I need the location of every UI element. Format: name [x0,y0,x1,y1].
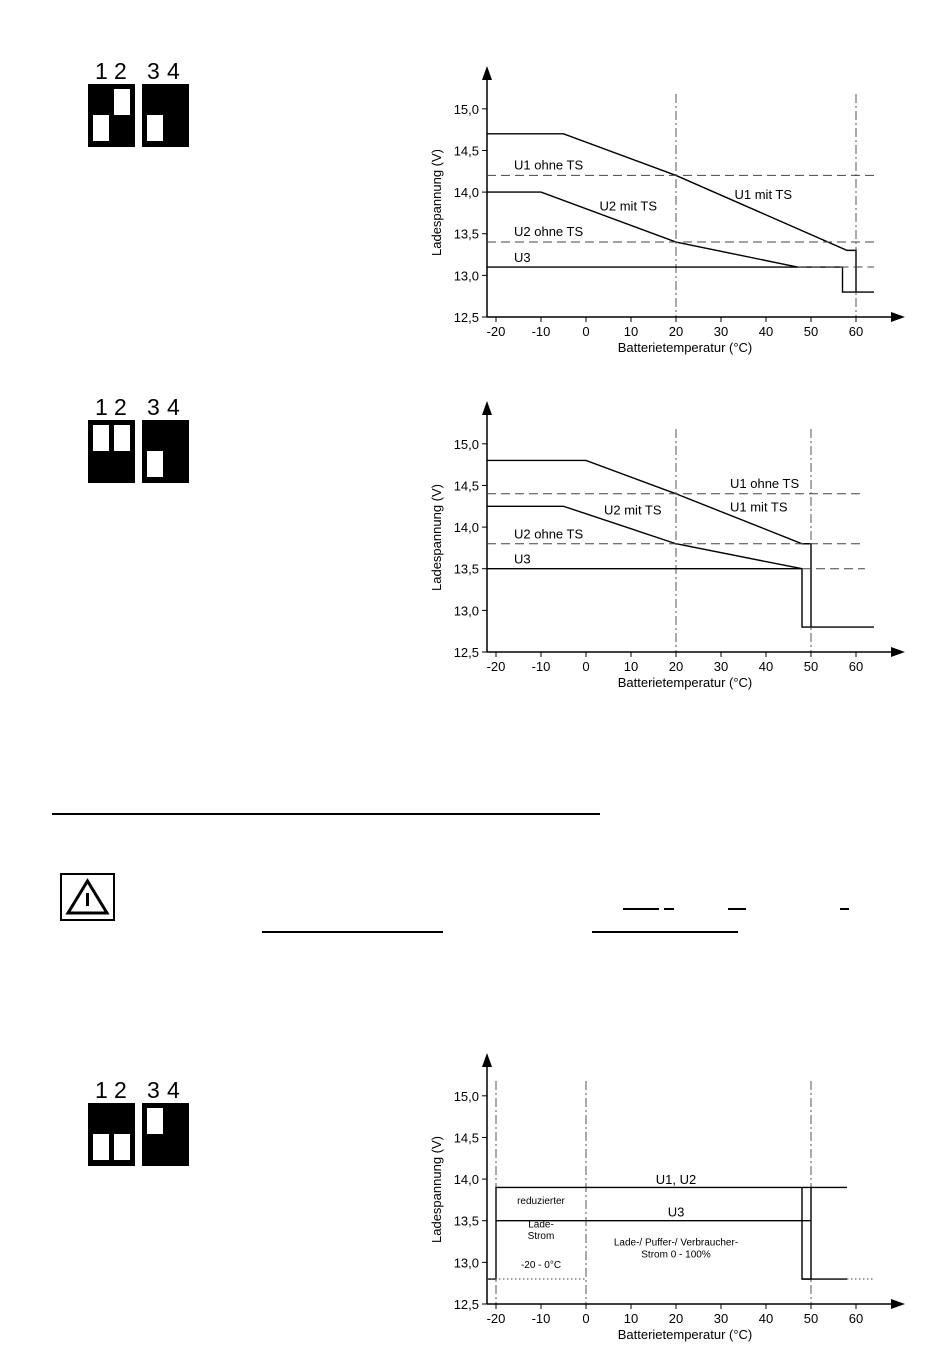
annotation-text: Strom 0 - 100% [641,1249,711,1261]
dip-label-2: 2 [114,58,127,84]
annotation-text: reduzierter [517,1196,565,1208]
underline-1 [623,908,659,910]
y-tick-label: 14,0 [453,185,479,201]
annotation-text: Lade- [528,1219,554,1231]
underline-5 [262,931,443,933]
series-label: U2 ohne TS [514,224,584,240]
dip-label-4: 4 [167,1077,180,1103]
dip-label-4: 4 [167,394,180,420]
x-tick-label: 10 [623,324,639,339]
dip-label-1: 1 [95,1077,108,1103]
dip-block-left [88,1103,135,1166]
x-tick-label: 0 [582,324,590,339]
underline-4 [840,908,849,910]
x-tick-label: 20 [668,1311,684,1326]
x-tick-label: -20 [486,659,506,674]
x-tick-label: 10 [623,1311,639,1326]
x-tick-label: 60 [848,1311,864,1326]
warning-triangle-icon [62,875,113,919]
x-tick-label: 30 [713,1311,729,1326]
x-tick-label: 50 [803,1311,819,1326]
y-tick-label: 13,5 [453,1213,479,1229]
y-tick-label: 13,5 [453,226,479,242]
x-tick-label: 50 [803,324,819,339]
x-tick-label: 50 [803,659,819,674]
dip-slot-2 [112,1132,132,1162]
chart-1 [420,58,920,363]
dip-block-left [88,420,135,483]
dip-label-2: 2 [114,394,127,420]
dip-switch-labels [88,1077,198,1103]
x-tick-label: -10 [531,659,551,674]
x-axis-arrow [891,647,905,657]
dip-slot-1 [91,1132,111,1162]
y-axis-arrow [482,66,492,80]
dip-block-left [88,84,135,147]
dip-label-1: 1 [95,58,108,84]
x-tick-label: -10 [531,1311,551,1326]
series-line [487,569,874,627]
series-label: U3 [514,551,531,567]
x-tick-label: 20 [668,659,684,674]
dip-block-right [142,1103,189,1166]
chart-3 [420,1045,920,1350]
annotation-text: Strom [527,1231,555,1243]
y-tick-label: 13,0 [453,1255,479,1271]
dip-label-3: 3 [147,394,160,420]
series-line [487,267,874,292]
x-tick-label: 60 [848,659,864,674]
dip-slot-3 [145,113,165,143]
dip-slot-2 [112,423,132,453]
underline-3 [728,908,746,910]
x-tick-label: 0 [582,1311,590,1326]
y-axis-label: Ladespannung (V) [429,484,444,591]
dip-label-3: 3 [147,1077,160,1103]
series-label: U1 ohne TS [514,157,584,173]
y-tick-label: 12,5 [453,310,479,325]
dip-slot-2 [112,87,132,117]
x-tick-label: 60 [848,324,864,339]
x-axis-label: Batterietemperatur (°C) [617,1327,753,1342]
underline-2 [664,908,674,910]
y-tick-label: 14,0 [453,1172,479,1188]
x-tick-label: 30 [713,324,729,339]
warning-box [60,873,115,921]
x-tick-label: 40 [758,1311,774,1326]
y-axis-label: Ladespannung (V) [429,149,444,256]
dip-slot-3 [145,1106,165,1136]
y-tick-label: 12,5 [453,645,479,660]
y-tick-label: 13,0 [453,268,479,284]
x-axis-label: Batterietemperatur (°C) [617,340,753,355]
x-axis-arrow [891,312,905,322]
y-tick-label: 13,0 [453,603,479,619]
y-tick-label: 14,5 [453,478,479,494]
x-tick-label: 40 [758,659,774,674]
annotation-text: Lade-/ Puffer-/ Verbraucher- [613,1237,739,1249]
y-tick-label: 12,5 [453,1297,479,1312]
series-label: U1 mit TS [734,186,793,202]
y-tick-label: 14,5 [453,1130,479,1146]
series-label: U3 [514,250,531,266]
x-tick-label: 40 [758,324,774,339]
series-label: U1, U2 [655,1172,697,1188]
x-tick-label: 0 [582,659,590,674]
dip-slot-1 [91,423,111,453]
series-label: U2 ohne TS [514,526,584,542]
x-tick-label: 30 [713,659,729,674]
dip-block-right [142,420,189,483]
section-divider [52,813,600,815]
y-tick-label: 14,0 [453,520,479,536]
series-label: U2 mit TS [604,502,662,518]
series-label: U2 mit TS [599,198,658,214]
x-tick-label: -10 [531,324,551,339]
y-tick-label: 15,0 [453,436,479,452]
y-tick-label: 13,5 [453,561,479,577]
x-tick-label: 10 [623,659,639,674]
dip-switch-labels [88,58,198,84]
y-axis-arrow [482,401,492,415]
x-axis-label: Batterietemperatur (°C) [617,675,753,690]
dip-slot-1 [91,113,111,143]
annotation-text: -20 - 0°C [520,1260,562,1272]
x-tick-label: -20 [486,324,506,339]
dip-slot-3 [145,449,165,479]
dip-label-3: 3 [147,58,160,84]
y-tick-label: 14,5 [453,143,479,159]
dip-block-right [142,84,189,147]
dip-switch-labels [88,394,198,420]
series-label: U1 ohne TS [730,475,800,491]
dip-label-2: 2 [114,1077,127,1103]
y-tick-label: 15,0 [453,1088,479,1104]
series-label: U1 mit TS [730,499,788,515]
dip-label-4: 4 [167,58,180,84]
x-tick-label: -20 [486,1311,506,1326]
y-tick-label: 15,0 [453,101,479,117]
x-tick-label: 20 [668,324,684,339]
dip-label-1: 1 [95,394,108,420]
underline-6 [592,931,738,933]
y-axis-label: Ladespannung (V) [429,1136,444,1243]
chart-2 [420,393,920,698]
y-axis-arrow [482,1053,492,1067]
x-axis-arrow [891,1299,905,1309]
series-label: U3 [667,1204,685,1220]
